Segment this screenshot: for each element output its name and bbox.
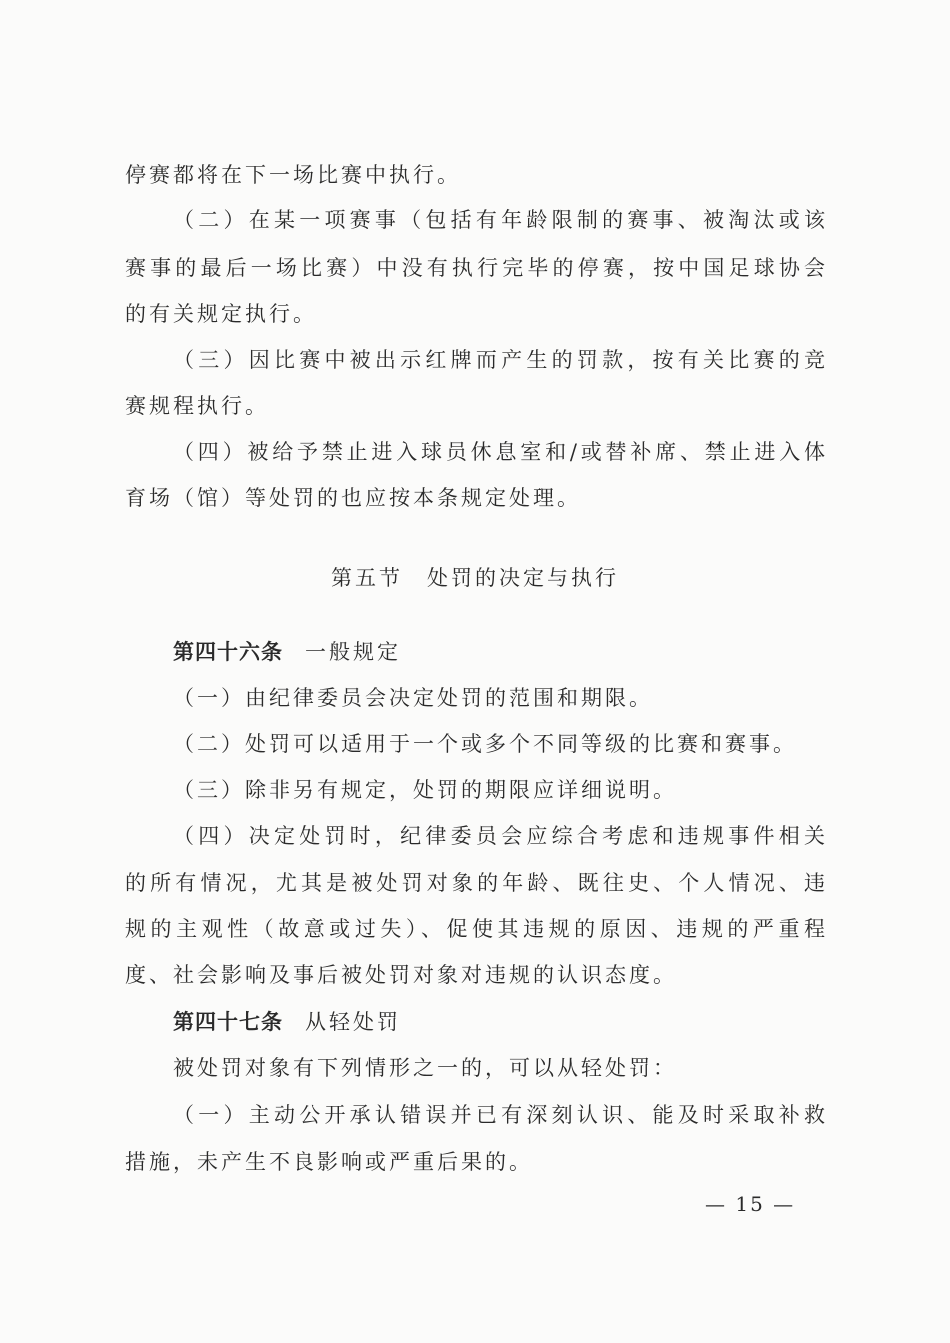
article-title: 从轻处罚 <box>305 1010 401 1034</box>
text-line: （二）在某一项赛事（包括有年龄限制的赛事、被淘汰或该 <box>173 208 825 232</box>
article-number: 第四十六条 <box>173 640 283 664</box>
text-line: 停赛都将在下一场比赛中执行。 <box>125 163 461 187</box>
text-line: 规的主观性（故意或过失）、促使其违规的原因、违规的严重程 <box>125 917 825 941</box>
text-line: 的有关规定执行。 <box>125 302 317 326</box>
text-line: （三）除非另有规定，处罚的期限应详细说明。 <box>173 778 677 802</box>
text-line: （四）决定处罚时，纪律委员会应综合考虑和违规事件相关 <box>173 824 825 848</box>
text-line: （二）处罚可以适用于一个或多个不同等级的比赛和赛事。 <box>173 732 797 756</box>
text-line: 育场（馆）等处罚的也应按本条规定处理。 <box>125 486 581 510</box>
text-line: （四）被给予禁止进入球员休息室和/或替补席、禁止进入体 <box>173 440 825 464</box>
text-line: 的所有情况，尤其是被处罚对象的年龄、既往史、个人情况、违 <box>125 871 825 895</box>
article-heading <box>173 639 401 665</box>
article-number: 第四十七条 <box>173 1010 283 1034</box>
text-line: （一）由纪律委员会决定处罚的范围和期限。 <box>173 686 653 710</box>
text-line: 度、社会影响及事后被处罚对象对违规的认识态度。 <box>125 963 677 987</box>
text-line: 被处罚对象有下列情形之一的，可以从轻处罚： <box>173 1056 677 1080</box>
section-title: 第五节 处罚的决定与执行 <box>331 566 619 590</box>
text-line: 措施，未产生不良影响或严重后果的。 <box>125 1150 533 1174</box>
article-title: 一般规定 <box>305 640 401 664</box>
text-line: （一）主动公开承认错误并已有深刻认识、能及时采取补救 <box>173 1103 825 1127</box>
page-number: — 15 — <box>705 1192 796 1216</box>
text-line: （三）因比赛中被出示红牌而产生的罚款，按有关比赛的竞 <box>173 348 825 372</box>
article-heading <box>173 1009 401 1035</box>
text-line: 赛规程执行。 <box>125 394 269 418</box>
text-line: 赛事的最后一场比赛）中没有执行完毕的停赛，按中国足球协会 <box>125 256 825 280</box>
